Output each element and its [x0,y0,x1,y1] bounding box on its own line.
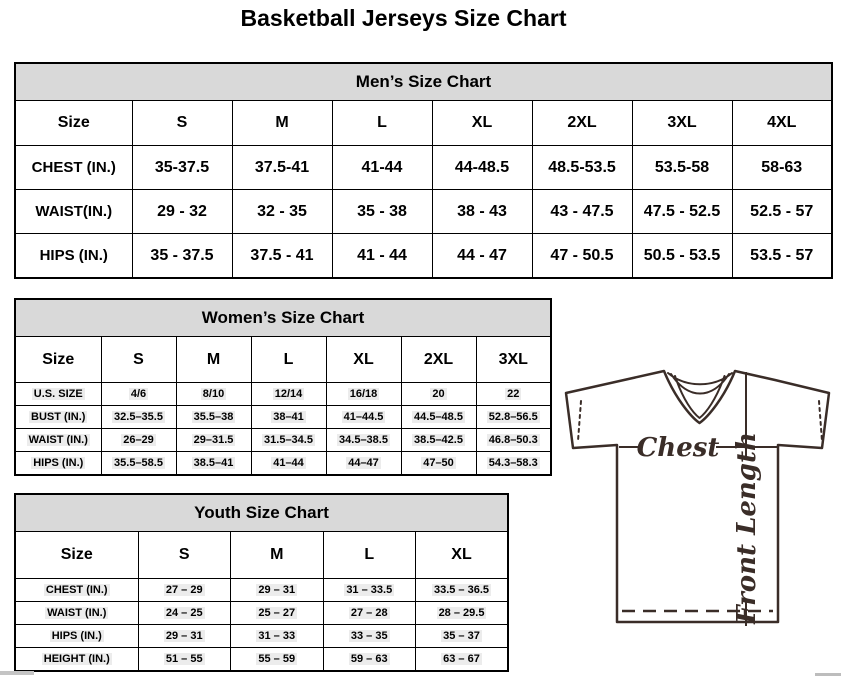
column-header: M [176,337,251,383]
cell-value: 35.5–38 [176,406,251,429]
table-row [15,579,508,602]
column-header: S [101,337,176,383]
front-length-label: Front Length [732,432,762,624]
column-header: Size [15,101,132,146]
cell-value: 31.5–34.5 [251,429,326,452]
cell-value: 37.5-41 [232,146,332,190]
table-row [15,602,508,625]
cell-value: 47–50 [401,452,476,476]
cell-value: 24 – 25 [138,602,231,625]
cell-value: 33 – 35 [323,625,416,648]
cell-value: 58-63 [732,146,832,190]
cell-value: 4/6 [101,383,176,406]
size-header-row [15,101,832,146]
row-label: HIPS (IN.) [15,452,101,476]
cell-value: 28 – 29.5 [416,602,509,625]
cell-value: 38.5–42.5 [401,429,476,452]
cell-value: 54.3–58.3 [476,452,551,476]
cell-value: 33.5 – 36.5 [416,579,509,602]
table-title: Men’s Size Chart [15,63,832,101]
column-header: 2XL [532,101,632,146]
row-label: HIPS (IN.) [15,234,132,279]
column-header: 4XL [732,101,832,146]
row-label: WAIST(IN.) [15,190,132,234]
cell-value: 31 – 33 [231,625,324,648]
cell-value: 53.5 - 57 [732,234,832,279]
cell-value: 44–47 [326,452,401,476]
row-label: WAIST (IN.) [15,429,101,452]
cell-value: 46.8–50.3 [476,429,551,452]
table-row [15,429,551,452]
cell-value: 35 – 37 [416,625,509,648]
row-label: BUST (IN.) [15,406,101,429]
cell-value: 32 - 35 [232,190,332,234]
cell-value: 41-44 [332,146,432,190]
column-header: XL [416,532,509,579]
cell-value: 41 - 44 [332,234,432,279]
cell-value: 29 – 31 [231,579,324,602]
cell-value: 44-48.5 [432,146,532,190]
cell-value: 47 - 50.5 [532,234,632,279]
table-row [15,190,832,234]
cell-value: 32.5–35.5 [101,406,176,429]
table-row [15,648,508,672]
chest-label: Chest [636,433,720,463]
cell-value: 22 [476,383,551,406]
cell-value: 35-37.5 [132,146,232,190]
cell-value: 25 – 27 [231,602,324,625]
column-header: L [251,337,326,383]
row-label: U.S. SIZE [15,383,101,406]
cell-value: 8/10 [176,383,251,406]
column-header: S [138,532,231,579]
cell-value: 51 – 55 [138,648,231,672]
cell-value: 50.5 - 53.5 [632,234,732,279]
table-row [15,452,551,476]
cell-value: 35.5–58.5 [101,452,176,476]
cell-value: 27 – 29 [138,579,231,602]
column-header: M [232,101,332,146]
table-title: Youth Size Chart [15,494,508,532]
table-row [15,234,832,279]
column-header: XL [432,101,532,146]
row-label: CHEST (IN.) [15,579,138,602]
cell-value: 41–44.5 [326,406,401,429]
column-header: M [231,532,324,579]
table-row [15,625,508,648]
table-row [15,383,551,406]
cell-value: 52.5 - 57 [732,190,832,234]
cell-value: 44.5–48.5 [401,406,476,429]
cell-value: 53.5-58 [632,146,732,190]
row-label: CHEST (IN.) [15,146,132,190]
cell-value: 55 – 59 [231,648,324,672]
column-header: L [323,532,416,579]
womens-size-table [14,298,552,476]
cell-value: 12/14 [251,383,326,406]
cell-value: 26–29 [101,429,176,452]
row-label: WAIST (IN.) [15,602,138,625]
row-label: HIPS (IN.) [15,625,138,648]
column-header: Size [15,532,138,579]
cell-value: 48.5-53.5 [532,146,632,190]
jersey-outline [566,371,829,622]
cell-value: 59 – 63 [323,648,416,672]
column-header: 2XL [401,337,476,383]
cell-value: 27 – 28 [323,602,416,625]
table-row [15,146,832,190]
column-header: XL [326,337,401,383]
column-header: S [132,101,232,146]
table-row [15,406,551,429]
cell-value: 34.5–38.5 [326,429,401,452]
cell-value: 29 - 32 [132,190,232,234]
cell-value: 63 – 67 [416,648,509,672]
cell-value: 31 – 33.5 [323,579,416,602]
column-header: Size [15,337,101,383]
cell-value: 29 – 31 [138,625,231,648]
horizontal-scrollbar-fragment[interactable] [815,673,841,676]
cell-value: 38–41 [251,406,326,429]
youth-size-table [14,493,509,672]
mens-size-table [14,62,833,279]
row-label: HEIGHT (IN.) [15,648,138,672]
cell-value: 47.5 - 52.5 [632,190,732,234]
column-header: 3XL [476,337,551,383]
horizontal-scrollbar-fragment[interactable] [0,671,34,675]
column-header: L [332,101,432,146]
cell-value: 20 [401,383,476,406]
cell-value: 37.5 - 41 [232,234,332,279]
cell-value: 16/18 [326,383,401,406]
cell-value: 41–44 [251,452,326,476]
table-title: Women’s Size Chart [15,299,551,337]
page-title: Basketball Jerseys Size Chart [240,5,567,31]
cell-value: 52.8–56.5 [476,406,551,429]
cell-value: 29–31.5 [176,429,251,452]
cell-value: 35 - 38 [332,190,432,234]
cell-value: 43 - 47.5 [532,190,632,234]
jersey-diagram [556,360,843,645]
size-header-row [15,337,551,383]
size-header-row [15,532,508,579]
cell-value: 38.5–41 [176,452,251,476]
column-header: 3XL [632,101,732,146]
cell-value: 35 - 37.5 [132,234,232,279]
cell-value: 44 - 47 [432,234,532,279]
cell-value: 38 - 43 [432,190,532,234]
